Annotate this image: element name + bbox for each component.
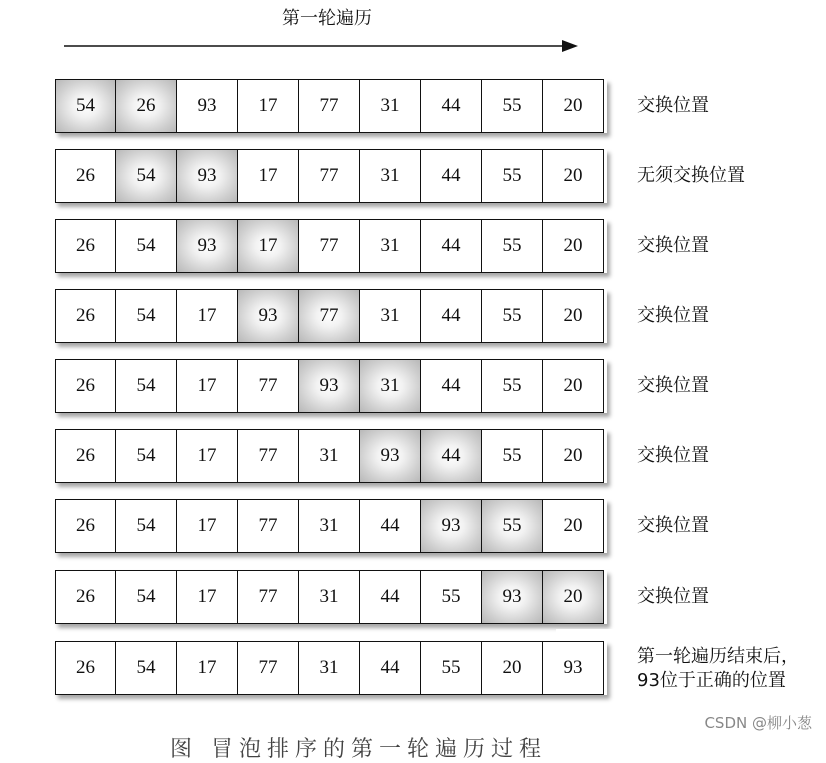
array-cell: 55: [482, 289, 543, 343]
array-cell: 54: [116, 359, 177, 413]
row-note-line: 交换位置: [637, 305, 709, 326]
row-note: [637, 164, 745, 188]
array-cell: 31: [360, 219, 421, 273]
array-cell: 26: [55, 641, 116, 695]
array-cell: 17: [177, 570, 238, 624]
direction-arrow-icon: [64, 36, 584, 56]
array-row: [55, 79, 607, 133]
array-cell: 77: [299, 219, 360, 273]
row-note-line: 交换位置: [637, 445, 709, 466]
array-row: [55, 149, 607, 203]
array-cell: 44: [421, 429, 482, 483]
array-cell: 31: [360, 289, 421, 343]
array-cell: 93: [482, 570, 543, 624]
figure-caption: 图 冒泡排序的第一轮遍历过程: [170, 737, 547, 762]
array-cell: 54: [116, 289, 177, 343]
array-cell: 55: [482, 499, 543, 553]
array-cell: 20: [543, 219, 604, 273]
row-note-line: 93位于正确的位置: [637, 670, 786, 691]
shadow-gap: [556, 629, 616, 633]
array-cell: 17: [177, 359, 238, 413]
array-row: [55, 359, 607, 413]
array-cell: 26: [55, 499, 116, 553]
row-note: [637, 585, 709, 609]
array-cell: 20: [543, 359, 604, 413]
array-cell: 77: [238, 570, 299, 624]
array-cell: 93: [299, 359, 360, 413]
array-cell: 44: [421, 149, 482, 203]
array-cell: 54: [116, 219, 177, 273]
array-cell: 31: [299, 641, 360, 695]
array-cell: 93: [177, 79, 238, 133]
array-cell: 17: [238, 79, 299, 133]
array-cell: 54: [116, 499, 177, 553]
array-cell: 93: [238, 289, 299, 343]
array-cell: 44: [421, 79, 482, 133]
array-cell: 17: [177, 641, 238, 695]
array-cell: 20: [543, 570, 604, 624]
array-cell: 44: [360, 641, 421, 695]
array-cell: 17: [177, 429, 238, 483]
array-cell: 54: [116, 429, 177, 483]
array-cell: 44: [360, 570, 421, 624]
watermark: CSDN @柳小葱: [704, 714, 812, 732]
array-cell: 44: [421, 359, 482, 413]
row-note: [637, 304, 709, 328]
array-cell: 44: [360, 499, 421, 553]
array-cell: 77: [299, 289, 360, 343]
array-cell: 20: [543, 149, 604, 203]
array-cell: 26: [55, 429, 116, 483]
array-cell: 31: [360, 359, 421, 413]
row-note: [637, 514, 709, 538]
array-cell: 55: [482, 79, 543, 133]
array-cell: 54: [116, 570, 177, 624]
row-note-line: 交换位置: [637, 515, 709, 536]
array-cell: 93: [543, 641, 604, 695]
array-row: [55, 641, 607, 695]
array-cell: 17: [177, 289, 238, 343]
array-cell: 26: [55, 149, 116, 203]
array-cell: 31: [360, 149, 421, 203]
array-cell: 17: [238, 219, 299, 273]
array-cell: 77: [238, 359, 299, 413]
array-cell: 26: [55, 219, 116, 273]
array-cell: 26: [116, 79, 177, 133]
array-cell: 31: [299, 570, 360, 624]
row-note-line: 第一轮遍历结束后，: [637, 646, 799, 667]
row-note: [637, 374, 709, 398]
array-cell: 77: [238, 499, 299, 553]
row-note: [637, 234, 709, 258]
row-note: [637, 94, 709, 118]
array-cell: 17: [177, 499, 238, 553]
array-cell: 44: [421, 289, 482, 343]
array-cell: 20: [543, 79, 604, 133]
array-cell: 20: [543, 499, 604, 553]
array-cell: 55: [421, 570, 482, 624]
array-cell: 26: [55, 570, 116, 624]
row-note-line: 交换位置: [637, 586, 709, 607]
array-cell: 55: [421, 641, 482, 695]
array-cell: 20: [482, 641, 543, 695]
array-row: [55, 289, 607, 343]
array-cell: 55: [482, 429, 543, 483]
array-cell: 77: [238, 429, 299, 483]
array-cell: 55: [482, 149, 543, 203]
array-cell: 26: [55, 289, 116, 343]
row-note-line: 交换位置: [637, 375, 709, 396]
row-note: [637, 645, 799, 693]
array-cell: 54: [116, 149, 177, 203]
row-note-line: 交换位置: [637, 95, 709, 116]
array-cell: 31: [360, 79, 421, 133]
array-cell: 93: [360, 429, 421, 483]
array-cell: 54: [55, 79, 116, 133]
array-cell: 77: [299, 149, 360, 203]
array-row: [55, 429, 607, 483]
array-cell: 55: [482, 219, 543, 273]
array-cell: 31: [299, 499, 360, 553]
array-cell: 93: [177, 219, 238, 273]
array-cell: 26: [55, 359, 116, 413]
diagram-title: 第一轮遍历: [282, 8, 372, 29]
row-note-line: 无须交换位置: [637, 165, 745, 186]
array-cell: 77: [299, 79, 360, 133]
array-row: [55, 499, 607, 553]
array-cell: 20: [543, 429, 604, 483]
row-note-line: 交换位置: [637, 235, 709, 256]
array-cell: 93: [421, 499, 482, 553]
array-row: [55, 570, 607, 624]
array-cell: 93: [177, 149, 238, 203]
array-cell: 20: [543, 289, 604, 343]
array-cell: 54: [116, 641, 177, 695]
array-cell: 77: [238, 641, 299, 695]
array-row: [55, 219, 607, 273]
array-cell: 17: [238, 149, 299, 203]
array-cell: 55: [482, 359, 543, 413]
row-note: [637, 444, 709, 468]
array-cell: 31: [299, 429, 360, 483]
array-cell: 44: [421, 219, 482, 273]
